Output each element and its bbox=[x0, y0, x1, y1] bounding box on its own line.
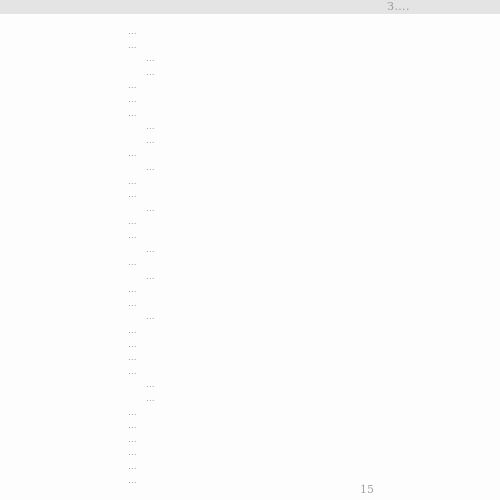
text-line: … bbox=[128, 462, 137, 472]
text-line: … bbox=[128, 366, 137, 377]
text-line: … bbox=[146, 380, 155, 391]
text-line: … bbox=[146, 122, 155, 133]
text-line: … bbox=[128, 339, 137, 350]
running-head bbox=[0, 0, 500, 14]
text-line: … bbox=[146, 54, 155, 65]
text-line: … bbox=[128, 326, 137, 337]
text-line: … bbox=[128, 108, 137, 119]
body-text bbox=[128, 26, 376, 488]
text-line: … bbox=[128, 230, 137, 241]
text-line: … bbox=[128, 475, 137, 486]
text-line: … bbox=[146, 271, 155, 282]
text-line: … bbox=[128, 298, 137, 309]
text-line: … bbox=[146, 203, 155, 214]
text-line: … bbox=[146, 135, 155, 146]
text-line: … bbox=[128, 353, 137, 364]
text-line: … bbox=[128, 27, 137, 37]
text-line: … bbox=[128, 448, 137, 459]
text-line: … bbox=[146, 162, 155, 173]
text-line: … bbox=[128, 190, 137, 201]
text-line: … bbox=[128, 217, 137, 228]
text-line: … bbox=[128, 258, 137, 269]
text-line: … bbox=[128, 40, 137, 51]
text-line: … bbox=[146, 244, 155, 255]
text-line: … bbox=[128, 434, 137, 445]
text-line: … bbox=[128, 285, 137, 296]
text-line: … bbox=[146, 67, 155, 78]
text-line: … bbox=[146, 394, 155, 405]
text-line: … bbox=[128, 407, 137, 418]
text-line: … bbox=[128, 176, 137, 187]
text-line: … bbox=[128, 94, 137, 105]
text-line: … bbox=[128, 149, 137, 160]
page-number: 15 bbox=[360, 483, 374, 496]
text-line: … bbox=[128, 81, 137, 92]
text-line: … bbox=[146, 312, 155, 323]
text-line: … bbox=[128, 421, 137, 432]
running-head-text: З…. bbox=[387, 0, 410, 13]
